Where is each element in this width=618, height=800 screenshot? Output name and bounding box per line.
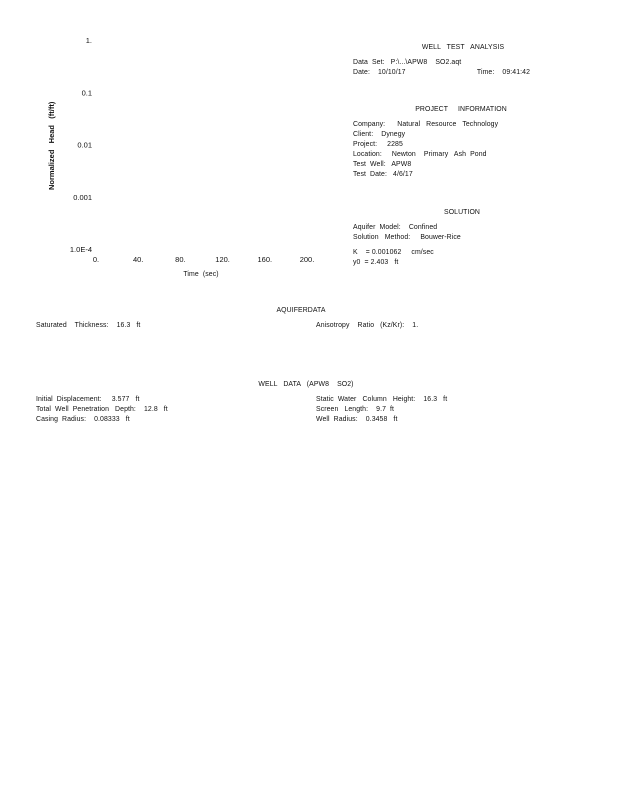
location-line: Location: Newton Primary Ash Pond (353, 149, 487, 158)
x-axis-label: Time (sec) (183, 269, 219, 278)
time-line: Time: 09:41:42 (476, 67, 530, 76)
y-axis-label: Normalized Head (ft/ft) (47, 101, 56, 190)
project-title: PROJECT INFORMATION (415, 104, 507, 113)
x-tick-label: 120. (215, 255, 230, 264)
y-tick-label: 1.0E-4 (69, 245, 92, 254)
aquifer-data-title: AQUIFERDATA (276, 305, 326, 314)
y-tick-label: 0.1 (81, 88, 92, 98)
initial-displacement-line: Initial Displacement: 3.577 ft (36, 394, 140, 403)
data-set-line: Data Set: P:\...\APW8 SO2.aqt (353, 57, 462, 66)
x-tick-label: 0. (92, 255, 100, 264)
x-tick-label: 40. (132, 255, 144, 264)
x-tick-label: 200. (299, 255, 315, 264)
y-tick-label: 0.01 (77, 140, 92, 150)
y0-line: y0 = 2.403 ft (353, 257, 399, 266)
anisotropy-line: Anisotropy Ratio (Kz/Kr): 1. (316, 320, 419, 329)
k-line: K = 0.001062 cm/sec (353, 247, 434, 256)
test-well-line: Test Well: APW8 (353, 159, 412, 168)
screen-length-line: Screen Length: 9.7 ft (316, 404, 395, 413)
test-date-line: Test Date: 4/6/17 (353, 169, 413, 178)
casing-radius-line: Casing Radius: 0.08333 ft (36, 414, 130, 423)
solution-title: SOLUTION (443, 207, 481, 216)
x-tick-label: 160. (257, 255, 273, 264)
y-tick-label: 0.001 (73, 192, 92, 202)
project-line: Project: 2285 (353, 139, 403, 148)
solution-method-line: Solution Method: Bouwer-Rice (353, 232, 461, 241)
static-water-line: Static Water Column Height: 16.3 ft (316, 394, 448, 403)
saturated-thickness-line: Saturated Thickness: 16.3 ft (36, 320, 141, 329)
date-line: Date: 10/10/17 (353, 67, 406, 76)
x-tick-label: 80. (175, 255, 186, 264)
well-radius-line: Well Radius: 0.3458 ft (316, 414, 398, 423)
analysis-title: WELL TEST ANALYSIS (421, 42, 505, 51)
well-data-title: WELL DATA (APW8 SO2) (258, 379, 354, 388)
company-line: Company: Natural Resource Technology (353, 119, 499, 128)
y-tick-label: 1. (85, 36, 92, 45)
aquifer-model-line: Aquifer Model: Confined (353, 222, 438, 231)
total-penetration-line: Total Well Penetration Depth: 12.8 ft (36, 404, 168, 413)
aquifer-test-plot (0, 0, 618, 300)
client-line: Client: Dynegy (353, 129, 406, 138)
